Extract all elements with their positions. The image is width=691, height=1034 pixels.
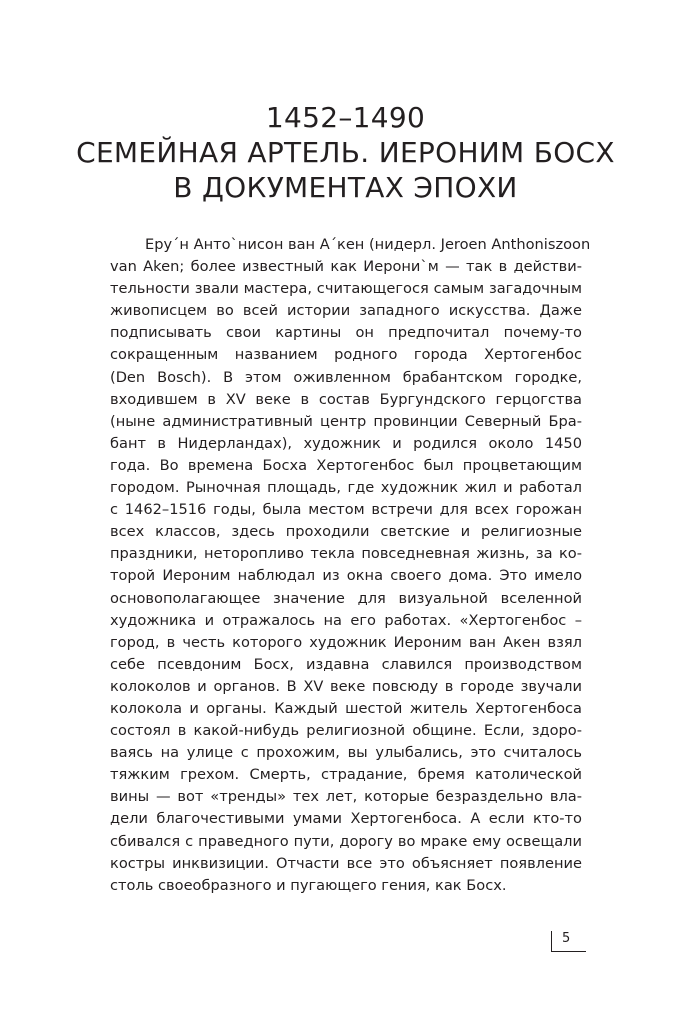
body-line: сокращенным названием родного города Хертогенбос [110,346,582,364]
body-line: художника и отражалось на его работах. «Хертогенбос – [110,611,582,629]
body-line: года. Во времена Босха Хертогенбос был процветающим [110,456,582,474]
body-line: себе псевдоним Босх, издавна славился производством [110,655,582,673]
chapter-years: 1452–1490 [265,101,426,134]
body-line: бант в Нидерландах), художник и родился около 1450 [110,434,582,452]
body-line: состоял в какой-нибудь религиозной общине. Если, здоро- [110,722,582,740]
body-line: живописцем во всей истории западного искусства. Даже [110,302,582,320]
body-line: городом. Рыночная площадь, где художник жил и работал [110,479,582,497]
body-line: костры инквизиции. Отчасти все это объясняет появление [110,854,582,872]
page-number-rule [551,931,552,951]
chapter-title [0,100,691,205]
body-line: (Den Bosch). В этом оживленном брабантском городке, [110,368,582,386]
body-line: входившем в XV веке в состав Бургундского герцогства [110,390,582,408]
body-line: (ныне административный центр провинции Северный Бра- [110,412,582,430]
body-line: праздники, неторопливо текла повседневная жизнь, за ко- [110,545,582,563]
body-line: город, в честь которого художник Иероним ван Акен взял [110,633,582,651]
body-line: колоколов и органов. В XV веке повсюду в городе звучали [110,677,582,695]
body-line: дели благочестивыми умами Хертогенбоса. А если кто-то [110,810,582,828]
chapter-title-line: В ДОКУМЕНТАХ ЭПОХИ [173,171,518,204]
body-line: тельности звали мастера, считающегося самым загадочным [110,280,582,298]
body-line: вины — вот «тренды» тех лет, которые безраздельно вла- [110,788,582,806]
page-number-rule [551,951,586,952]
page-number: 5 [562,931,571,946]
body-text [110,234,591,897]
chapter-title-line: СЕМЕЙНАЯ АРТЕЛЬ. ИЕРОНИМ БОСХ [76,136,615,169]
body-line: основополагающее значение для визуальной вселенной [110,589,582,607]
body-line: с 1462–1516 годы, была местом встречи для всех горожан [110,501,582,519]
body-line: всех классов, здесь проходили светские и религиозные [110,523,582,541]
body-line: подписывать свои картины он предпочитал почему-то [110,324,582,342]
body-line: торой Иероним наблюдал из окна своего дома. Это имело [110,567,582,585]
body-line: колокола и органы. Каждый шестой житель Хертогенбоса [110,699,582,717]
body-line: столь своеобразного и пугающего гения, как Босх. [110,876,507,894]
body-line: van Aken; более известный как Иерони`м — так в действи- [110,258,582,276]
body-line: сбивался с праведного пути, дорогу во мраке ему освещали [110,832,582,850]
body-line: тяжким грехом. Смерть, страдание, бремя католической [110,766,582,784]
body-line: ваясь на улице с прохожим, вы улыбались, это считалось [110,744,582,762]
body-line: Еру´н Анто`нисон ван А´кен (нидерл. Jeroen Anthoniszoon [145,236,591,253]
